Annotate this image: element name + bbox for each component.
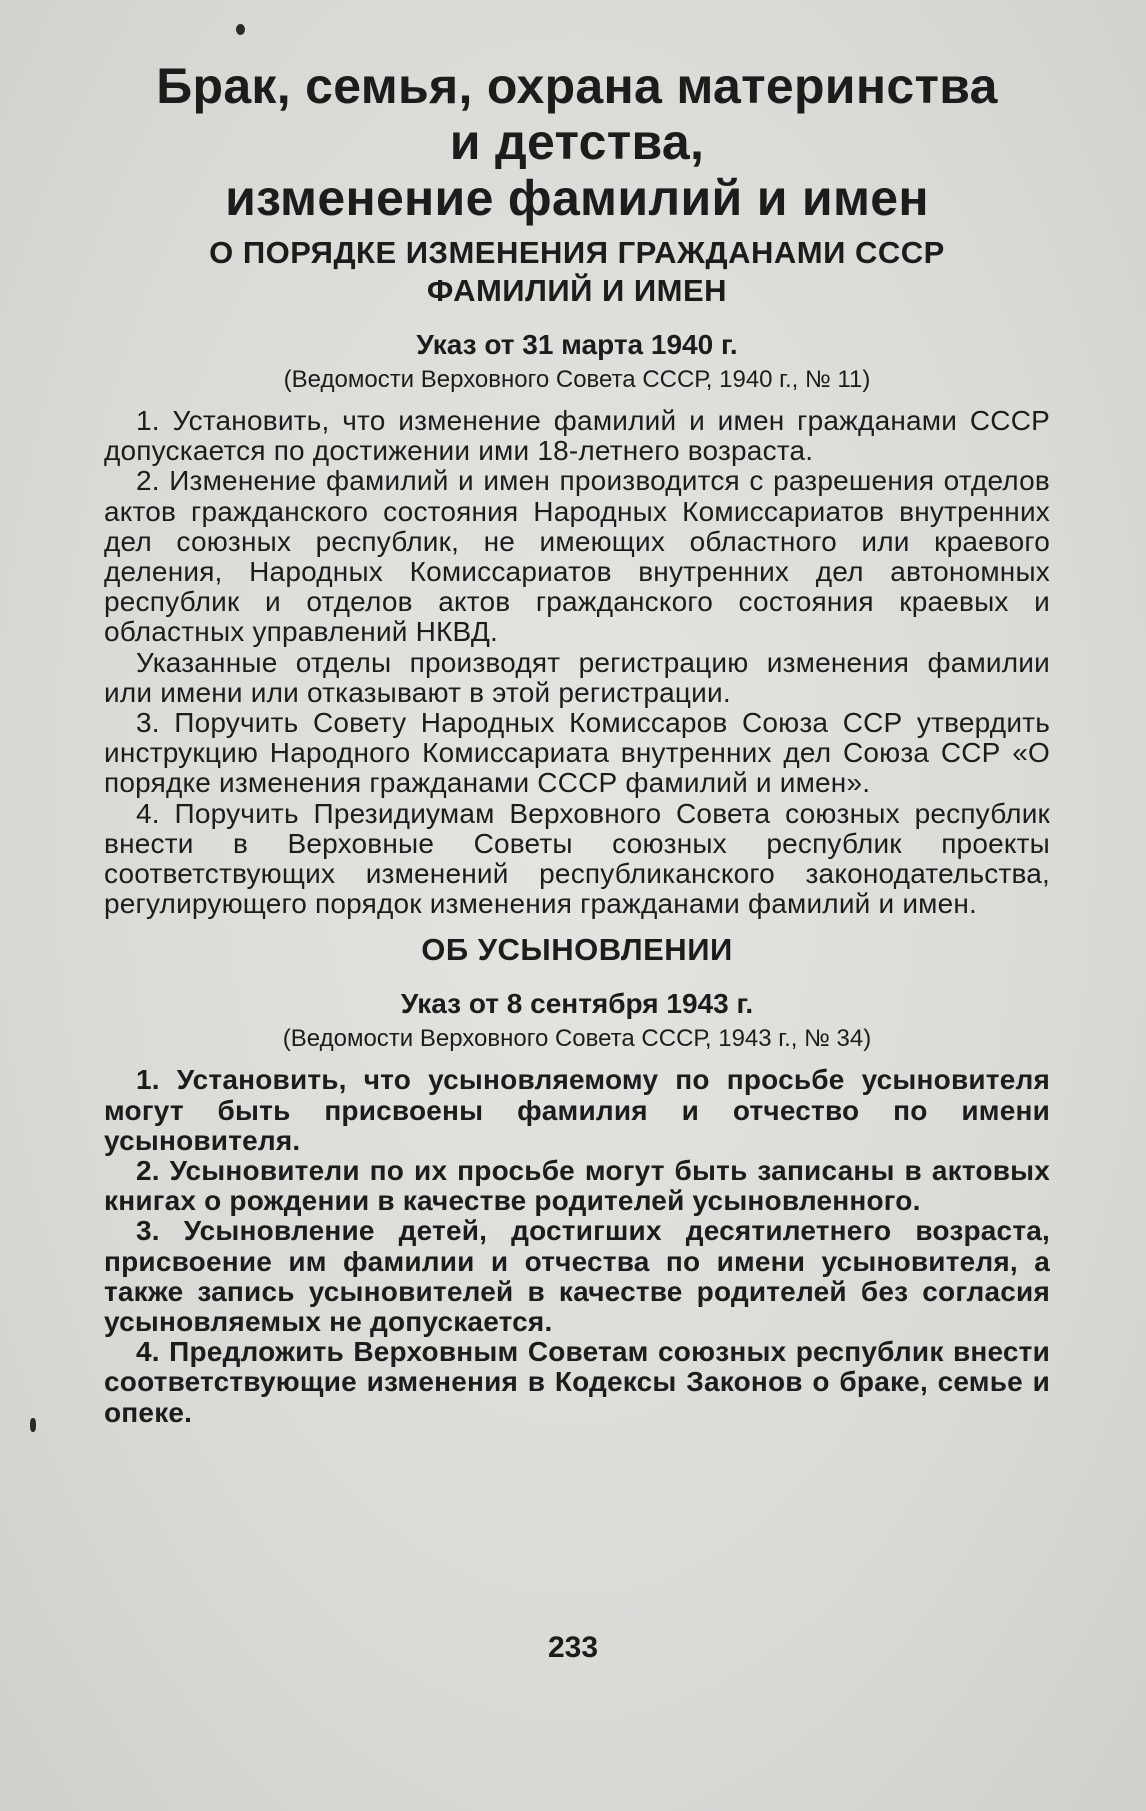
ink-speck (236, 24, 245, 35)
section-title (104, 58, 1050, 226)
decree-1943-paragraph: 3. Усыновление детей, достигших десятилетнего возраста, присвоение им фамилии и отчества по имени усыновителя, а также запись усыновителей в качестве родителей без согласия усыновляемых не допускается. (104, 1215, 1050, 1338)
decree-1940-heading-line: ФАМИЛИЙ И ИМЕН (426, 273, 728, 308)
section-title-line: изменение фамилий и имен (225, 170, 929, 226)
decree-1940-paragraph: Указанные отделы производят регистрацию изменения фамилии или имени или отказывают в этой регистрации. (104, 646, 1050, 708)
section-title-line: Брак, семья, охрана материнства (156, 58, 998, 114)
decree-1940-paragraph: 2. Изменение фамилий и имен производится с разрешения отделов актов гражданского состояния Народных Комиссариатов внутренних дел союзных республик, не имеющих областного или краевого деления, Народных Комиссариатов внутренних дел автономных республик и отделов актов гражданского состояния краевых и областных управлений НКВД. (104, 465, 1050, 648)
decree-1943-paragraph: 4. Предложить Верховным Советам союзных республик внести соответствующие изменения в Кодексы Законов о браке, семье и опеке. (104, 1336, 1050, 1428)
decree-1940-paragraph: 4. Поручить Президиумам Верховного Совета союзных республик внести в Верховные Советы союзных республик проекты соответствующих изменений республиканского законодательства, регулирующего порядок изменения гражданами фамилий и имен. (104, 797, 1050, 920)
decree-1940-heading (104, 234, 1050, 310)
decree-1943-paragraph: 1. Установить, что усыновляемому по просьбе усыновителя могут быть присвоены фамилия и отчество по имени усыновителя. (104, 1064, 1050, 1156)
decree-1943-title: Указ от 8 сентября 1943 г. (400, 988, 754, 1020)
decree-1940-title: Указ от 31 марта 1940 г. (416, 329, 738, 360)
decree-1940-paragraph: 1. Установить, что изменение фамилий и имен гражданами СССР допускается по достижении ими 18-летнего возраста. (104, 405, 1050, 467)
decree-1940 (104, 234, 1050, 919)
decree-1940-paragraph: 3. Поручить Совету Народных Комиссаров Союза ССР утвердить инструкцию Народного Комиссариата внутренних дел Союза ССР «О порядке изменения гражданами СССР фамилий и имен». (104, 707, 1050, 799)
decree-1940-heading-line: О ПОРЯДКЕ ИЗМЕНЕНИЯ ГРАЖДАНАМИ СССР (209, 235, 945, 270)
page-number: 233 (547, 1631, 599, 1664)
decree-1943-source: (Ведомости Верховного Совета СССР, 1943 г., № 34) (282, 1025, 872, 1053)
decree-1940-source: (Ведомости Верховного Совета СССР, 1940 г., № 11) (283, 366, 871, 393)
ink-speck (30, 1418, 36, 1432)
decree-1943-paragraph: 2. Усыновители по их просьбе могут быть записаны в актовых книгах о рождении в качестве родителей усыновленного. (104, 1155, 1050, 1217)
page-content (104, 58, 1050, 1428)
decree-1943 (104, 931, 1050, 1427)
section-title-line: и детства, (449, 114, 705, 170)
decree-1943-heading: ОБ УСЫНОВЛЕНИИ (421, 932, 733, 968)
